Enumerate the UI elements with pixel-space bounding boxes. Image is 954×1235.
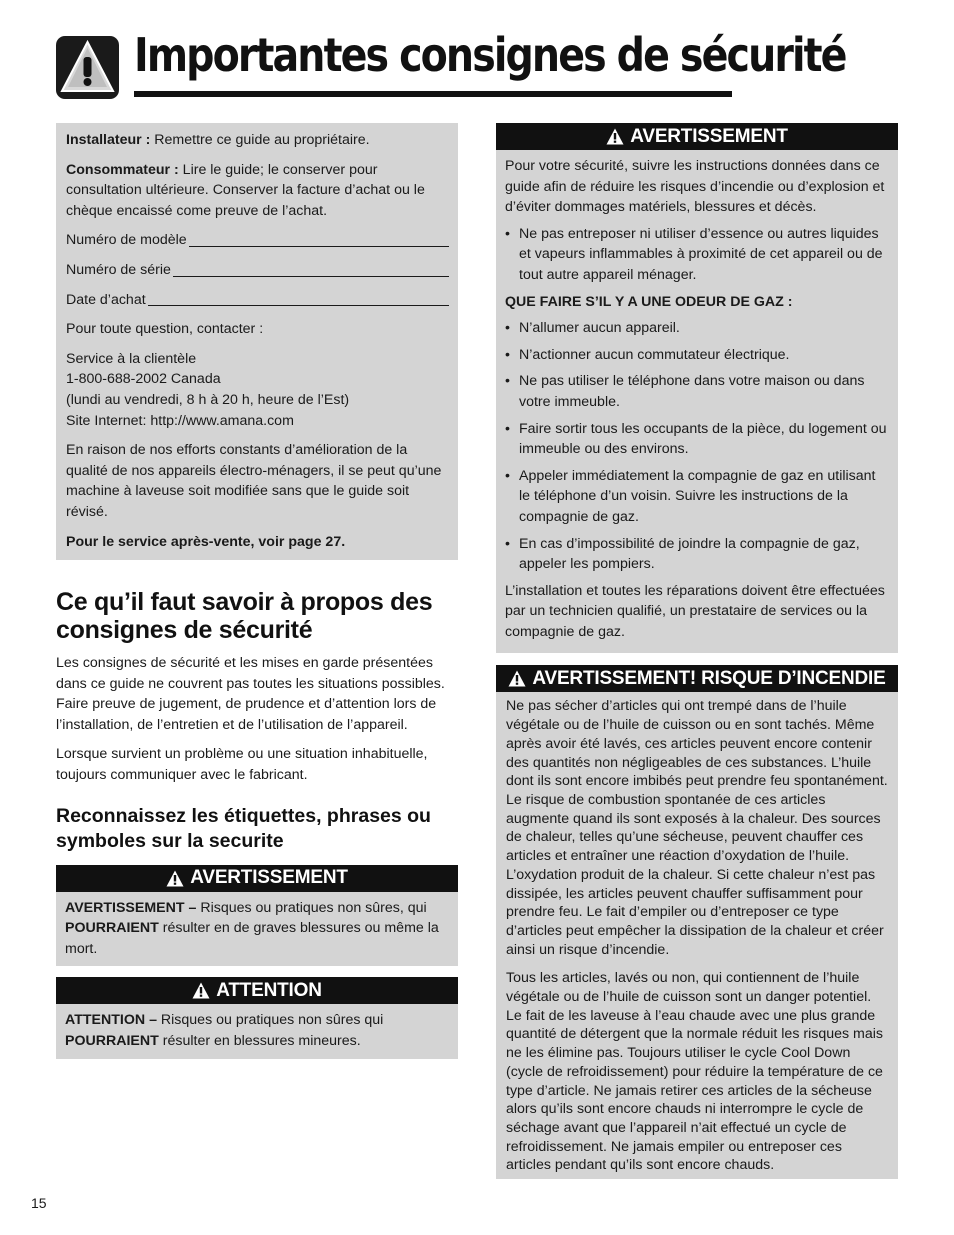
model-number-blank [189, 246, 449, 247]
purchase-date-blank [148, 305, 449, 306]
warning-triangle-icon [508, 670, 526, 687]
storage-bullet-list [505, 224, 889, 286]
caution-label-definition: ATTENTION – Risques ou pratiques non sûres qui POURRAIENT résulter en blessures mineures. [56, 1004, 458, 1058]
left-column [56, 123, 458, 1059]
gas-warning-box [496, 150, 898, 653]
page-header [56, 28, 846, 100]
fire-warning-para-2: Tous les articles, lavés ou non, qui contiennent de l’huile végétale ou de l’huile de cuisson sont un danger potentiel. Le fait de les laveuse à l’eau chaude avec une plus grande quantité de détergent que la normale réduit les risques mais ne les élimine pas. Toujours utiliser le cycle Cool Down (cycle de refroidissement) pour réduire la température de ce type d’article. Ne jamais retirer ces articles de la sécheuse alors qu’ils sont encore chauds ni interrompre le cycle de séchage avant que l’appareil n’ait effectué un cycle de refroidissement. Ne jamais empiler ou entreposer ces articles pendant qu’ils sont encore chauds. [506, 970, 883, 1174]
list-item: • Appeler immédiatement la compagnie de gaz en utilisant le téléphone d’un voisin. Suivre les instructions de la compagnie de gaz. [505, 466, 889, 528]
warning-label-banner: AVERTISSEMENT [56, 865, 458, 892]
warning-triangle-icon [166, 870, 184, 887]
safety-section-body [56, 653, 458, 786]
list-item: • Faire sortir tous les occupants de la pièce, du logement ou immeuble ou des environs. [505, 419, 889, 460]
customer-service-block: Service à la clientèle 1-800-688-2002 Canada (lundi au vendredi, 8 h à 20 h, heure de l’Est) Site Internet: http://www.amana.com [66, 350, 350, 429]
owner-info-box [56, 123, 458, 560]
title-underline [134, 91, 732, 97]
page-title: Importantes consignes de sécurité [134, 28, 846, 82]
list-item: • N’allumer aucun appareil. [505, 318, 889, 339]
consumer-note: Consommateur : Lire le guide; le conserver pour consultation ultérieure. Conserver la facture d’achat ou le chèque encaissé come preuve de l’achat. [66, 161, 425, 219]
contact-intro: Pour toute question, contacter : [66, 321, 264, 338]
installer-note: Installateur : Remettre ce guide au propriétaire. [66, 132, 370, 148]
fire-warning-box [496, 692, 898, 1179]
model-number-field: Numéro de modèle [66, 230, 449, 251]
page-number: 15 [31, 1195, 47, 1211]
warning-triangle-icon [192, 982, 210, 999]
labels-subheading: Reconnaissez les étiquettes, phrases ou symboles sur la securite [56, 804, 431, 852]
list-item: • Ne pas utiliser le téléphone dans votre maison ou dans votre immeuble. [505, 371, 889, 412]
safety-para-1: Les consignes de sécurité et les mises en garde présentées dans ce guide ne couvrent pas toutes les situations possibles. Faire preuve de jugement, de prudence et d’attention lors de l’installation, de l’entretien et de l’utilisation de l’appareil. [56, 655, 445, 733]
warning-label-definition: AVERTISSEMENT – Risques ou pratiques non sûres, qui POURRAIENT résulter en de graves blessures ou même la mort. [56, 892, 458, 967]
caution-label-banner: ATTENTION [56, 977, 458, 1004]
right-column [496, 123, 898, 1179]
serial-number-field: Numéro de série [66, 260, 449, 281]
list-item: • Ne pas entreposer ni utiliser d’essence ou autres liquides et vapeurs inflammables à proximité de cet appareil ou de tout autre appareil ménager. [505, 224, 889, 286]
safety-para-2: Lorsque survient un problème ou une situation inhabituelle, toujours communiquer avec le fabricant. [56, 746, 428, 784]
gas-warning-closing: L’installation et toutes les réparations doivent être effectuées par un technicien qualifié, un prestataire de services ou la compagnie de gaz. [505, 582, 885, 640]
fire-warning-banner: AVERTISSEMENT! RISQUE D’INCENDIE [496, 665, 898, 692]
purchase-date-field: Date d’achat [66, 290, 449, 311]
list-item: • En cas d’impossibilité de joindre la compagnie de gaz, appeler les pompiers. [505, 534, 889, 575]
safety-section-heading: Ce qu’il faut savoir à propos des consignes de sécurité [56, 588, 433, 645]
improvement-note: En raison de nos efforts constants d’amélioration de la qualité de nos appareils électro-ménagers, il se peut qu’une machine à laveuse soit modifiée sans que le guide soit révisé. [66, 442, 442, 520]
gas-odor-heading: QUE FAIRE S’IL Y A UNE ODEUR DE GAZ : [505, 293, 793, 310]
after-sales-note: Pour le service après-vente, voir page 27. [66, 533, 346, 550]
serial-number-blank [173, 276, 449, 277]
gas-odor-list [505, 318, 889, 575]
list-item: • N’actionner aucun commutateur électrique. [505, 345, 889, 366]
warning-triangle-icon [606, 128, 624, 145]
warning-triangle-icon [56, 36, 119, 99]
gas-warning-intro: Pour votre sécurité, suivre les instructions données dans ce guide afin de réduire les risques d’incendie ou d’explosion et d’éviter dommages matériels, blessures et décès. [505, 158, 885, 216]
fire-warning-para-1: Ne pas sécher d’articles qui ont trempé dans de l’huile végétale ou de l’huile de cuisson ou en sont tachés. Même après avoir été lavés, ces articles peuvent encore contenir des quantités non négligeables de ces substances. L’huile dont ils sont encore imbibés peut prendre feu spontanément. Le risque de combustion spontanée de ces articles augmente quand ils sont exposés à la chaleur. Des sources de chaleur, telles qu’une sécheuse, peuvent chauffer ces articles et entraîner une réaction d’oxydation de l’huile. L’oxydation produit de la chaleur. Si cette chaleur n’est pas dissipée, les articles peuvent chauffer suffisamment pour prendre feu. Le fait d’empiler ou d’entreposer ce type d’articles peut empêcher la dissipation de la chaleur et créer ainsi un risque d’incendie. [506, 698, 888, 958]
gas-warning-banner: AVERTISSEMENT [496, 123, 898, 150]
